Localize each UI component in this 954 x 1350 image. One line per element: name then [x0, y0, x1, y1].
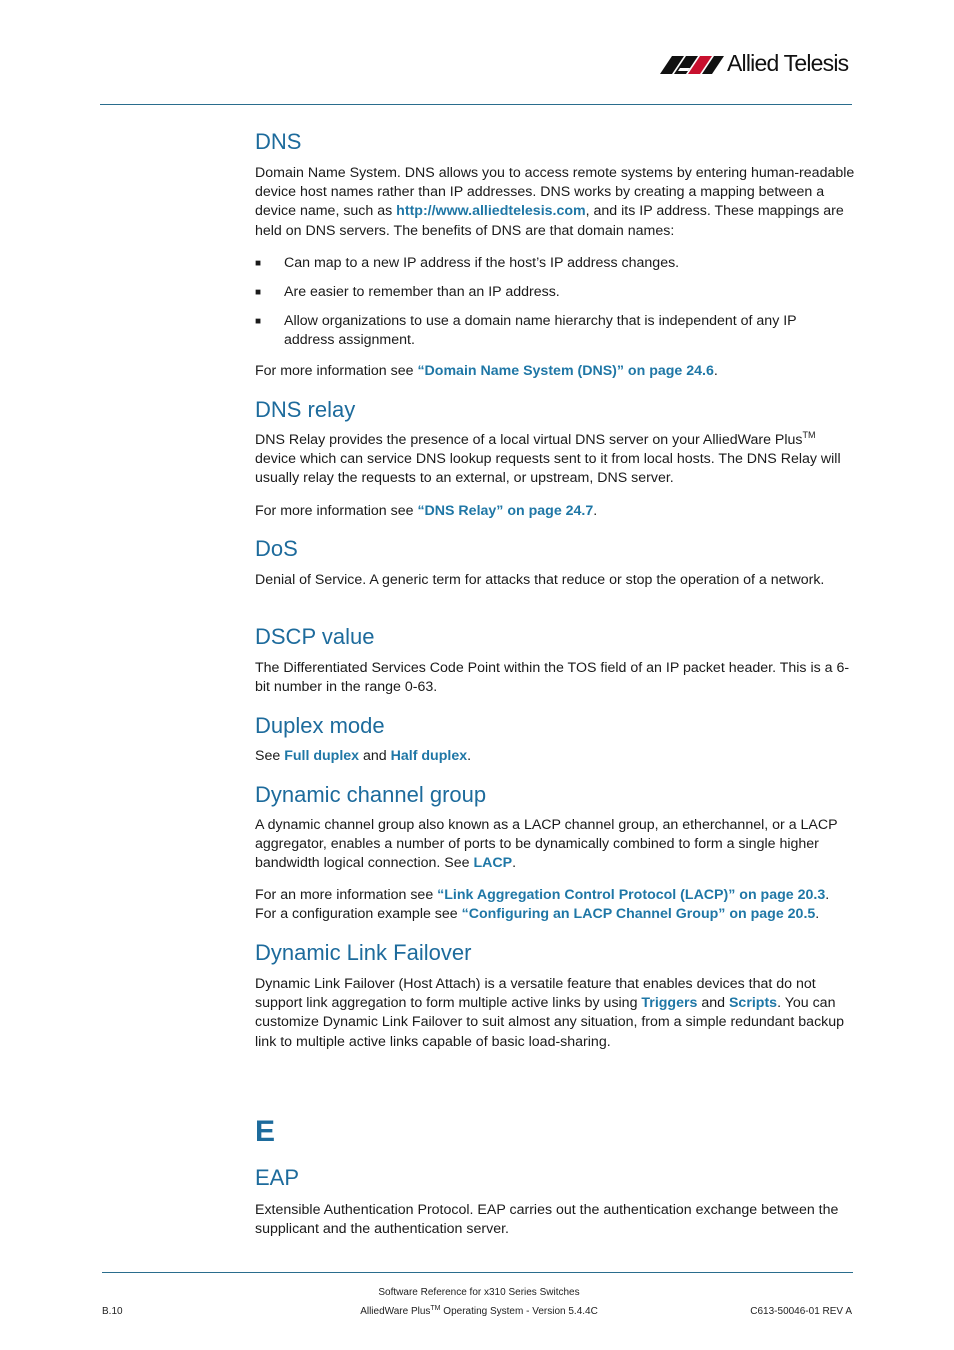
more-info-end: . — [713, 363, 718, 379]
duplex-see: See — [255, 748, 285, 764]
dns-relay-paragraph — [255, 431, 855, 489]
heading-dscp-value: DSCP value — [255, 624, 375, 649]
heading-dns-relay: DNS relay — [255, 397, 356, 422]
bullet-square-icon: ■ — [255, 287, 262, 298]
header-rule — [100, 104, 852, 105]
list-item-text: Are easier to remember than an IP address. — [284, 284, 560, 300]
footer-rule — [102, 1272, 853, 1273]
dos-paragraph: Denial of Service. A generic term for attacks that reduce or stop the operation of a network. — [255, 572, 825, 588]
dns-relay-text-b: device which can service DNS lookup requests sent to it from local hosts. The DNS Relay will usually relay the requests to an external, or upstream, DNS server. — [255, 451, 841, 487]
heading-dynamic-channel-group: Dynamic channel group — [255, 782, 487, 807]
dynamic-link-text-b: . You can customize Dynamic Link Failover to suit almost any situation, from a simple redundant backup link to multiple active links capable of basic load-sharing. — [255, 995, 845, 1050]
heading-dos: DoS — [255, 536, 298, 561]
dynamic-link-paragraph — [255, 975, 855, 1052]
footer-title — [0, 1287, 954, 1298]
dynamic-channel-more-info — [255, 886, 855, 924]
document-number: C613-50046-01 REV A — [750, 1306, 852, 1317]
config-example-end: . — [815, 906, 820, 923]
eap-paragraph: Extensible Authentication Protocol. EAP carries out the authentication exchange between the supplicant and the authentication server. — [255, 1202, 839, 1238]
link-half-duplex[interactable]: Half duplex — [390, 748, 468, 764]
bullet-square-icon: ■ — [255, 258, 262, 269]
dynamic-channel-text-b: . — [512, 855, 517, 872]
more-info-end: . — [825, 887, 830, 903]
link-configuring-lacp-page[interactable]: “Configuring an LACP Channel Group” on page 20.5 — [461, 906, 816, 923]
duplex-and: and — [359, 748, 391, 764]
link-dns-relay-page[interactable]: “DNS Relay” on page 24.7 — [417, 503, 594, 519]
link-lacp[interactable]: LACP — [473, 855, 513, 872]
more-info-text: For more information see — [255, 363, 418, 379]
footer-trademark-sup: TM — [430, 1305, 441, 1312]
link-triggers[interactable]: Triggers — [641, 995, 698, 1012]
dns-more-info — [255, 362, 855, 381]
dynamic-channel-text-a: A dynamic channel group also known as a LACP channel group, an etherchannel, or a LACP aggregator, enables a number of ports to be dynamically combined to form a single higher bandwidth logical connection. See — [255, 817, 838, 872]
dscp-paragraph: The Differentiated Services Code Point within the TOS field of an IP packet header. This is a 6-bit number in the range 0-63. — [255, 660, 850, 696]
heading-dynamic-link-failover: Dynamic Link Failover — [255, 940, 472, 965]
dynamic-link-text-a: Dynamic Link Failover (Host Attach) is a versatile feature that enables devices that do not support link aggregation to form multiple active links by using — [255, 976, 816, 1012]
dns-text-a: Domain Name System. DNS allows you to access remote systems by entering human-readable device host names rather than IP addresses. DNS works by creating a mapping between a device name, such as — [255, 165, 855, 220]
allied-telesis-logo — [660, 50, 855, 80]
footer-os-name: AlliedWare Plus — [360, 1306, 431, 1317]
logo-wordmark: Allied Telesis — [727, 50, 849, 76]
config-example-text: For a configuration example see — [255, 906, 462, 923]
list-item-text: Can map to a new IP address if the host’s IP address changes. — [284, 255, 680, 271]
list-item-text: Allow organizations to use a domain name hierarchy that is independent of any IP address assignment. — [284, 313, 797, 349]
footer-title-text: Software Reference for x310 Series Switches — [378, 1287, 580, 1298]
link-alliedtelesis-url[interactable]: http://www.alliedtelesis.com — [396, 203, 586, 220]
section-letter-e: E — [255, 1115, 276, 1148]
link-scripts[interactable]: Scripts — [728, 995, 778, 1012]
trademark-sup: TM — [802, 430, 816, 440]
more-info-text: For more information see — [255, 503, 418, 519]
more-info-text: For an more information see — [255, 887, 438, 903]
heading-eap: EAP — [255, 1165, 300, 1190]
page-number: B.10 — [102, 1306, 123, 1317]
footer-version: Operating System - Version 5.4.4C — [440, 1306, 598, 1317]
dns-relay-more-info — [255, 502, 855, 521]
heading-duplex-mode: Duplex mode — [255, 713, 385, 738]
link-full-duplex[interactable]: Full duplex — [284, 748, 360, 764]
allied-telesis-logo-icon — [660, 54, 724, 76]
more-info-end: . — [593, 503, 598, 519]
dynamic-link-and: and — [697, 995, 729, 1012]
dns-text-b: , and its IP address. These mappings are held on DNS servers. The benefits of DNS are that domain names: — [255, 203, 844, 239]
bullet-square-icon: ■ — [255, 316, 262, 327]
duplex-end: . — [467, 748, 472, 764]
dns-relay-text-a: DNS Relay provides the presence of a local virtual DNS server on your AlliedWare Plus — [255, 432, 803, 448]
dns-paragraph — [255, 164, 855, 241]
link-dns-page[interactable]: “Domain Name System (DNS)” on page 24.6 — [417, 363, 714, 379]
duplex-paragraph — [255, 747, 855, 766]
link-lacp-page[interactable]: “Link Aggregation Control Protocol (LACP)” on page 20.3 — [437, 887, 826, 903]
heading-dns: DNS — [255, 129, 302, 154]
dynamic-channel-paragraph — [255, 816, 855, 874]
